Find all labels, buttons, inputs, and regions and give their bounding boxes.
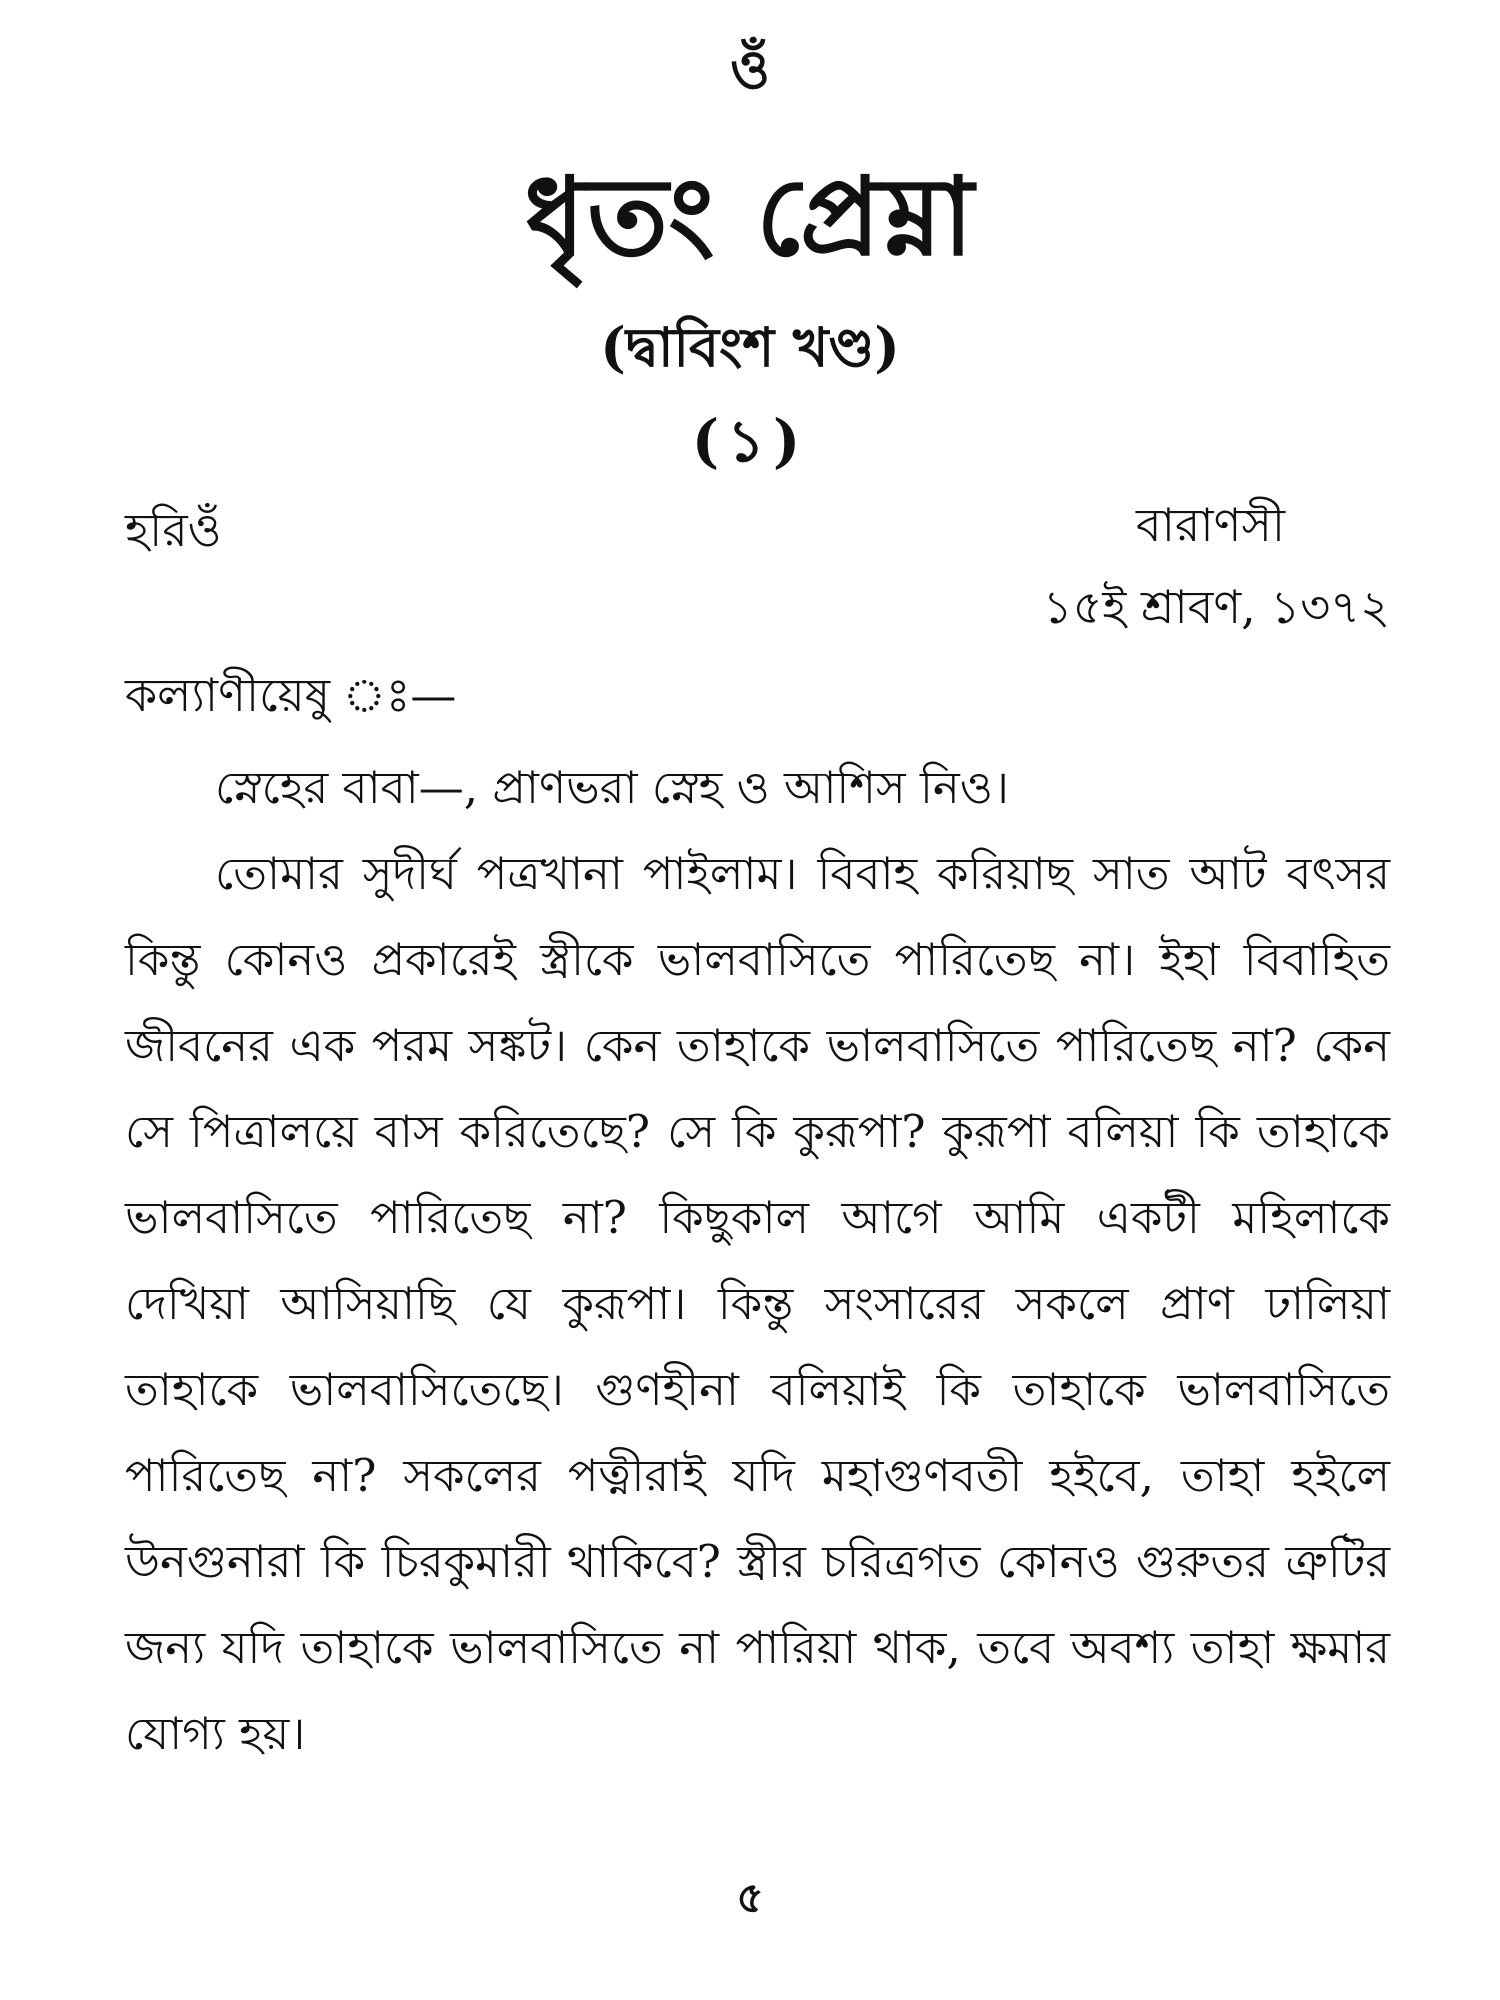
paragraph-greeting: স্নেহের বাবা—, প্রাণভরা স্নেহ ও আশিস নিও। [215, 761, 1009, 814]
om-symbol: ওঁ [730, 37, 770, 101]
invocation: হরিওঁ [125, 503, 222, 557]
letter-body [125, 745, 1390, 1777]
page-number: ৫ [736, 1873, 764, 1922]
letter-number: (১) [691, 407, 809, 475]
volume-subtitle: (দ্বাবিংশ খণ্ড) [600, 315, 900, 379]
letter-place: বারাণসী [1136, 498, 1285, 552]
page-title: ধৃতং প্রেম্না [524, 154, 976, 280]
paragraph-main: তোমার সুদীর্ঘ পত্রখানা পাইলাম। বিবাহ করিয়াছ সাত আট বৎসর কিন্তু কোনও প্রকারেই স্ত্রীকে ভালবাসিতে পারিতেছ না। ইহা বিবাহিত জীবনের এক পরম সঙ্কট। কেন তাহাকে ভালবাসিতে পারিতেছ না? কেন সে পিত্রালয়ে বাস করিতেছে? সে কি কুরূপা? কুরূপা বলিয়া কি তাহাকে ভালবাসিতে পারিতেছ না? কিছুকাল আগে আমি একটী মহিলাকে দেখিয়া আসিয়াছি যে কুরূপা। কিন্তু সংসারের সকলে প্রাণ ঢালিয়া তাহাকে ভালবাসিতেছে। গুণহীনা বলিয়াই কি তাহাকে ভালবাসিতে পারিতেছ না? সকলের পত্নীরাই যদি মহাগুণবতী হইবে, তাহা হইলে উনগুনারা কি চিরকুমারী থাকিবে? স্ত্রীর চরিত্রগত কোনও গুরুতর ত্রুটির জন্য যদি তাহাকে ভালবাসিতে না পারিয়া থাক, তবে অবশ্য তাহা ক্ষমার যোগ্য হয়। [125, 847, 1390, 1760]
letter-date: ১৫ই শ্রাবণ, ১৩৭২ [1042, 580, 1390, 634]
addressee: কল্যাণীয়েষু ঃ— [125, 668, 457, 722]
